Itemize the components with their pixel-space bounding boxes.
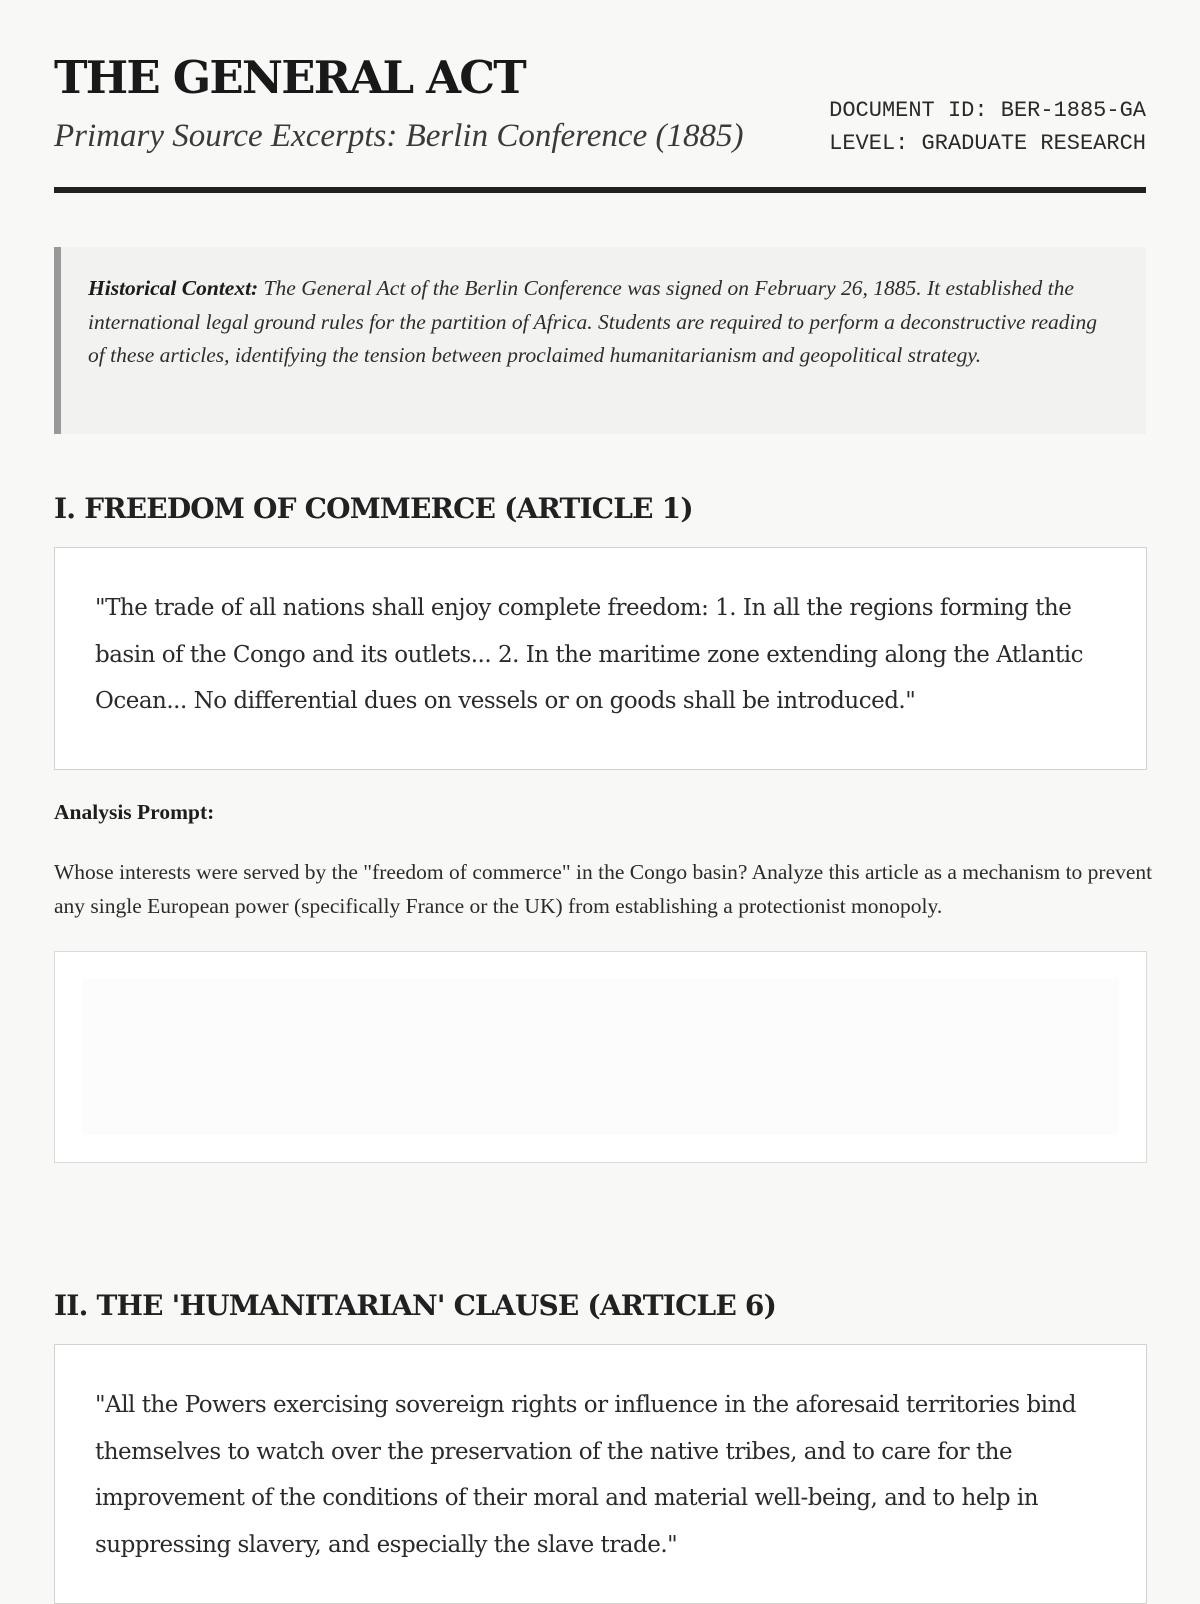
section-heading-article-1: I. FREEDOM OF COMMERCE (ARTICLE 1) — [54, 492, 693, 525]
document-subtitle: Primary Source Excerpts: Berlin Conference (1885) — [54, 118, 744, 154]
document-meta — [829, 94, 1146, 160]
context-text: The General Act of the Berlin Conference was signed on February 26, 1885. It established the international legal ground rules for the partition of Africa. Students are required to perform a deconstructive reading of these articles, identifying the tension between proclaimed humanitarianism and geopolitical strategy. — [88, 276, 1098, 367]
analysis-response-input[interactable] — [82, 979, 1119, 1135]
article-1-quote: "The trade of all nations shall enjoy complete freedom: 1. In all the regions forming the basin of the Congo and its outlets... 2. In the maritime zone extending along the Atlantic Ocean... No differential dues on vessels or on goods shall be introduced." — [54, 547, 1147, 770]
document-title: THE GENERAL ACT — [54, 51, 525, 104]
document-header — [54, 0, 1146, 193]
article-6-quote: "All the Powers exercising sovereign rights or influence in the aforesaid territories bind themselves to watch over the preservation of the native tribes, and to care for the improvement of the conditions of their moral and material well-being, and to help in suppressing slavery, and especially the slave trade." — [54, 1344, 1147, 1604]
document-id: DOCUMENT ID: BER-1885-GA — [829, 98, 1146, 123]
historical-context-box — [54, 247, 1146, 434]
context-label: Historical Context: — [88, 276, 259, 300]
analysis-prompt-label: Analysis Prompt: — [54, 800, 215, 824]
document-level: LEVEL: GRADUATE RESEARCH — [829, 131, 1146, 156]
analysis-prompt-text: Whose interests were served by the "freedom of commerce" in the Congo basin? Analyze this article as a mechanism to prevent any single European power (specifically France or the UK) from establishing a protectionist monopoly. — [54, 860, 1153, 918]
section-heading-article-6: II. THE 'HUMANITARIAN' CLAUSE (ARTICLE 6) — [54, 1289, 777, 1322]
response-area — [54, 951, 1147, 1163]
